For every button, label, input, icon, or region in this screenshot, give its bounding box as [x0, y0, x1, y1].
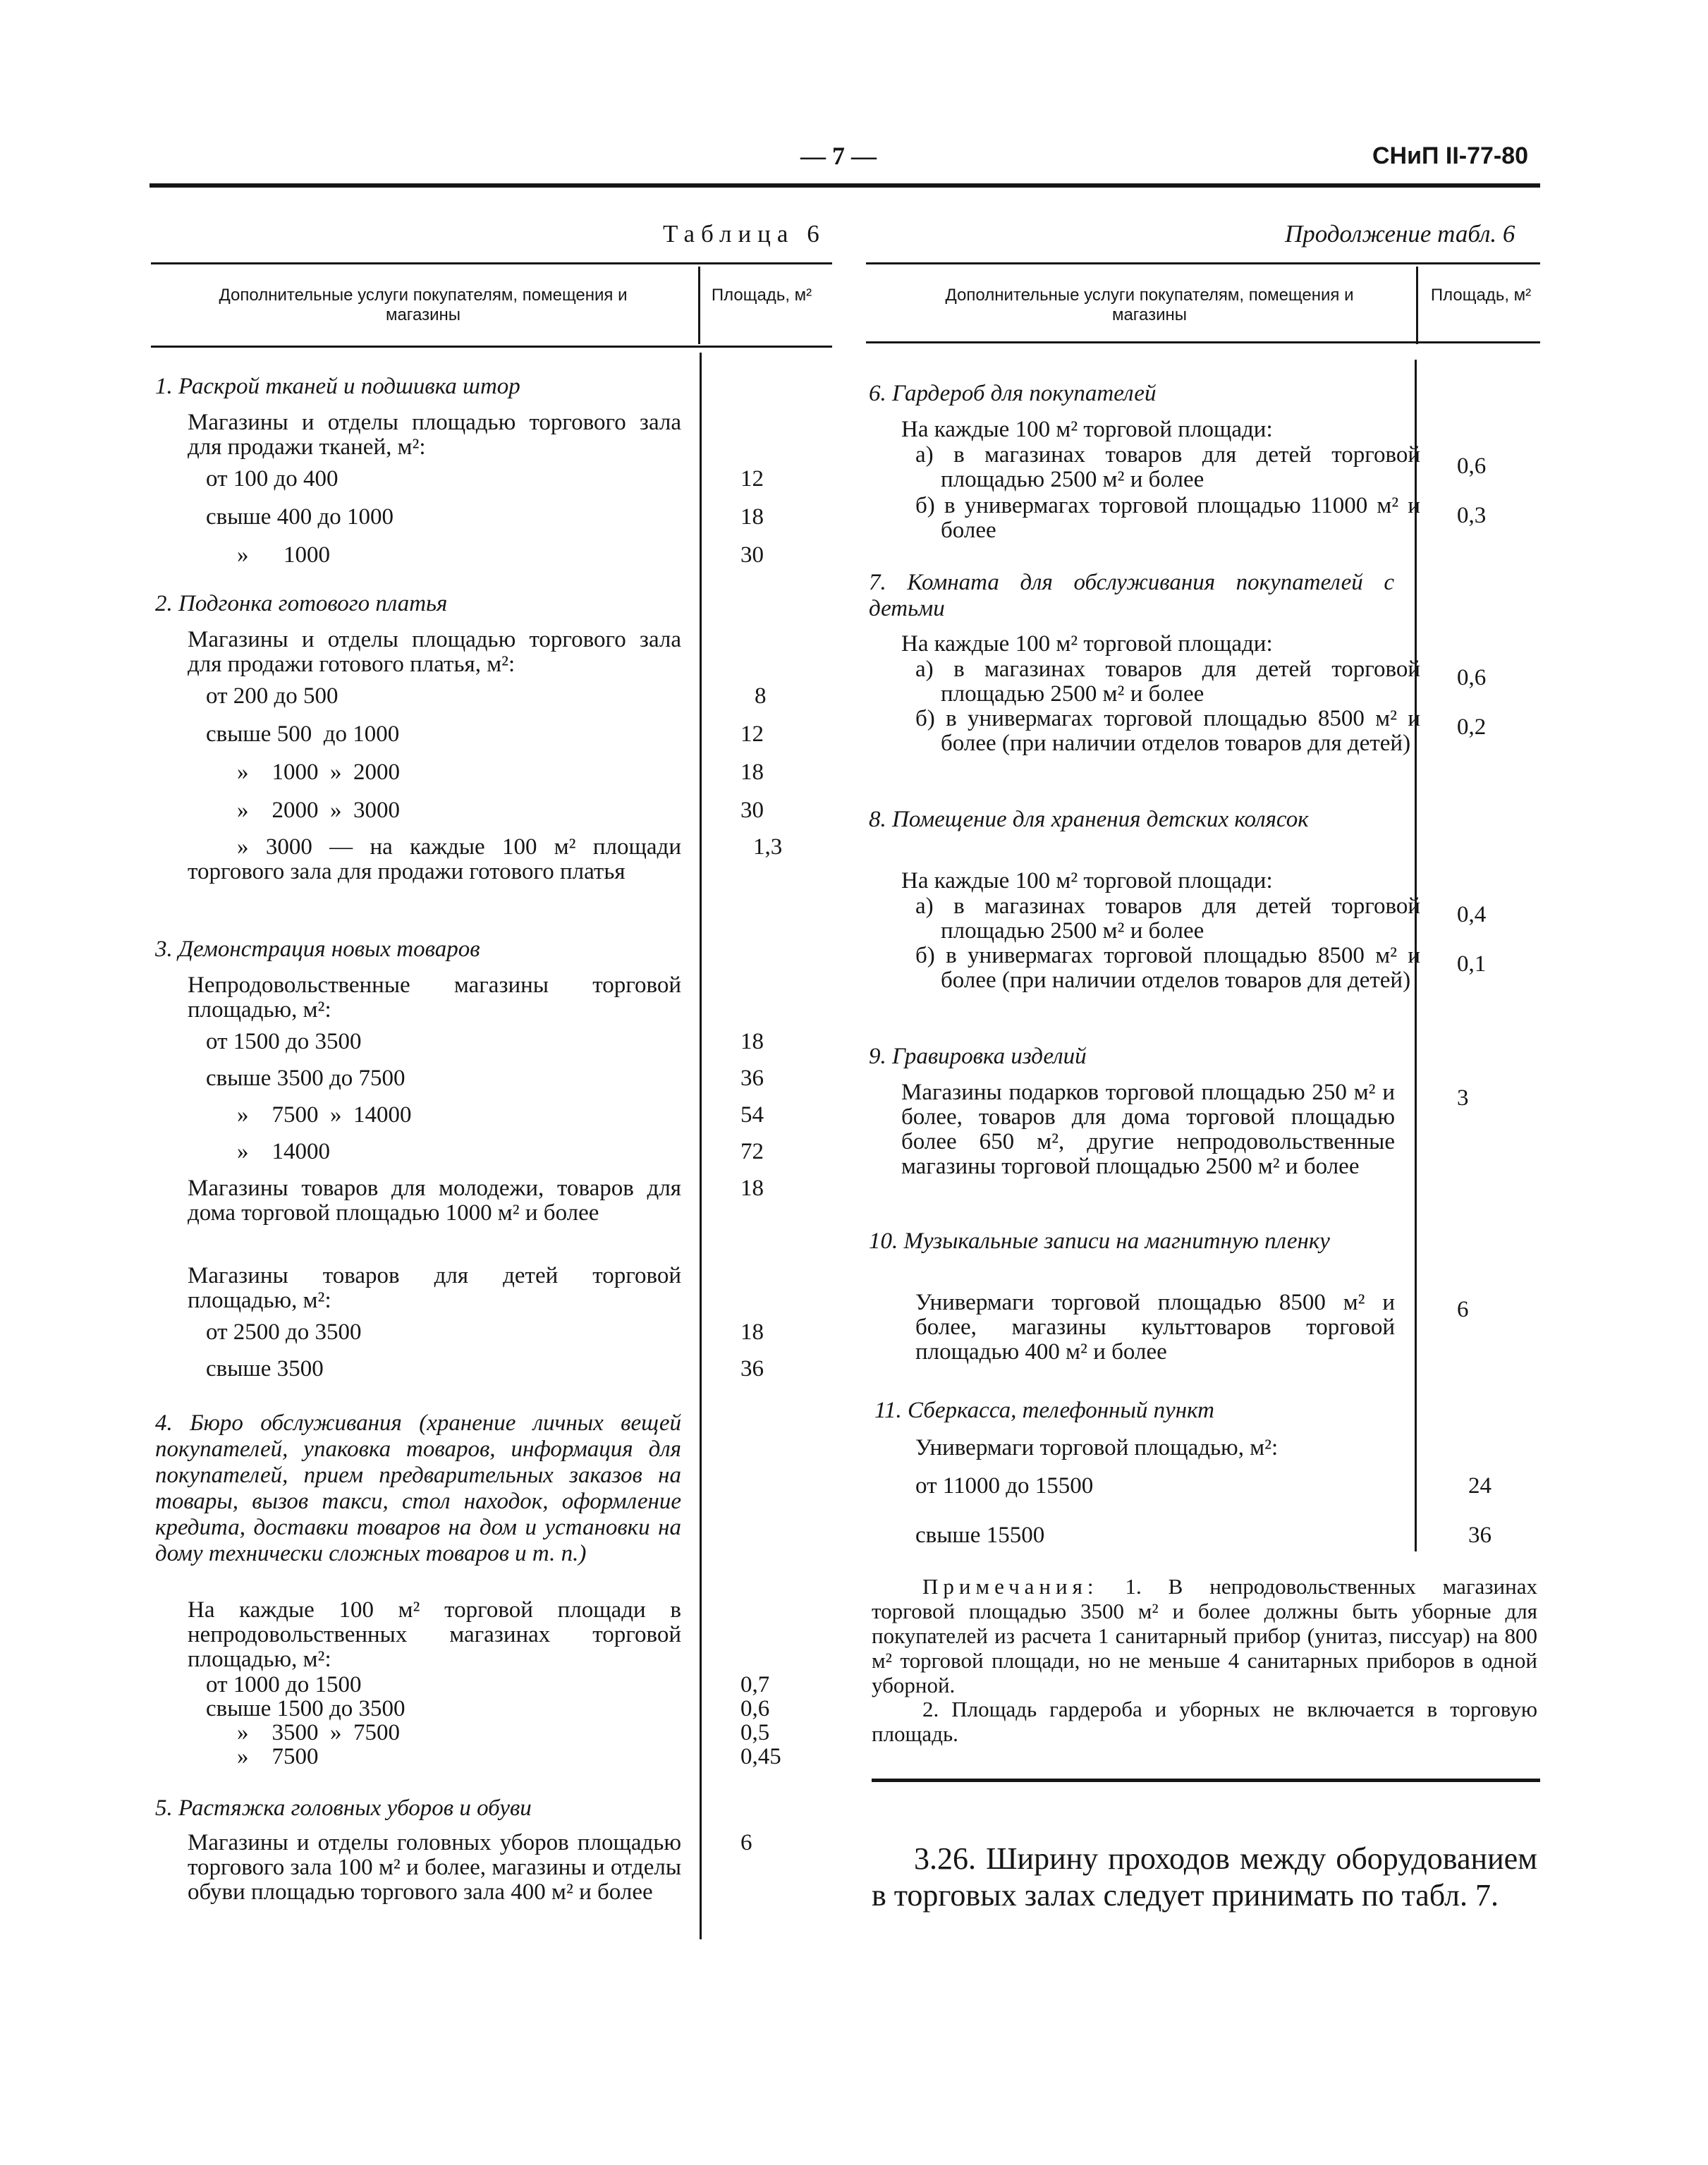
section-title: 6. Гардероб для покупателей [869, 381, 1157, 406]
section-title: 5. Растяжка головных уборов и обуви [155, 1795, 532, 1821]
row-value: 36 [740, 1066, 764, 1091]
section-intro: Магазины товаров для детей торговой площадью, м²: [188, 1263, 681, 1313]
row-label: » 3500 » 7500 [237, 1720, 400, 1745]
section-text: Магазины и отделы головных уборов площадью торгового зала 100 м² и более, магазины и отделы обуви площадью торгового зала 400 м² и более [188, 1830, 681, 1905]
row-label: Магазины товаров для молодежи, товаров для дома торговой площадью 1000 м² и более [188, 1176, 681, 1226]
section-title: 9. Гравировка изделий [869, 1044, 1087, 1069]
section-title: 3. Демонстрация новых товаров [155, 937, 480, 962]
header-column-divider [1416, 267, 1418, 344]
row-value: 0,6 [1457, 453, 1487, 479]
row-label: » 7500 [237, 1744, 319, 1769]
row-value: 12 [740, 466, 764, 492]
column-header-services: Дополнительные услуги покупателям, помещения и магазины [945, 286, 1354, 324]
header-rule [150, 183, 1540, 188]
row-value: 12 [740, 721, 764, 747]
row-label: » 14000 [237, 1139, 330, 1164]
section-intro: Магазины и отделы площадью торгового зала для продажи готового платья, м²: [188, 627, 681, 677]
section-text: Магазины подарков торговой площадью 250 м² и более, товаров для дома торговой площадью более 650 м², другие непродовольственные магазины торговой площадью 2500 м² и более [901, 1080, 1395, 1179]
section-title: 11. Сберкасса, телефонный пункт [874, 1398, 1214, 1423]
table-caption: Продолжение табл. 6 [1285, 220, 1515, 248]
row-value: 0,3 [1457, 503, 1487, 528]
section-text: Универмаги торговой площадью 8500 м² и более, магазины культтоваров торговой площадью 400 м² и более [915, 1290, 1395, 1365]
row-value: 18 [740, 1319, 764, 1345]
column-header-area: Площадь, м² [1430, 286, 1532, 305]
row-label: от 100 до 400 [206, 466, 338, 492]
document-code: СНиП II-77-80 [1372, 142, 1529, 169]
note-2: 2. Площадь гардероба и уборных не включается в торговую площадь. [872, 1697, 1537, 1746]
row-value: 6 [1457, 1297, 1469, 1322]
row-label: » 2000 » 3000 [237, 798, 400, 823]
row-value: 0,6 [740, 1696, 770, 1721]
row-label: » 1000 » 2000 [237, 760, 400, 785]
section-intro: Магазины и отделы площадью торгового зала для продажи тканей, м²: [188, 410, 681, 460]
section-intro: На каждые 100 м² торговой площади в непродовольственных магазинах торговой площадью, м²: [188, 1597, 681, 1672]
section-title: 1. Раскрой тканей и подшивка штор [155, 374, 520, 399]
row-value: 18 [740, 1029, 764, 1054]
row-value: 0,2 [1457, 714, 1487, 740]
item-a: а) в магазинах товаров для детей торговой площадью 2500 м² и более [915, 894, 1420, 944]
row-value: 0,5 [740, 1720, 770, 1745]
note-1: 1. В непродовольственных магазинах торговой площадью 3500 м² и более должны быть уборные для покупателей из расчета 1 санитарный прибор (унитаз, писсуар) на 800 м² торговой площади, но не меньше 4 санитарных приборов в одной уборной. [872, 1574, 1537, 1697]
row-value: 54 [740, 1102, 764, 1128]
item-b: б) в универмагах торговой площадью 8500 м² и более (при наличии отделов товаров для детей) [915, 706, 1420, 756]
row-label: от 11000 до 15500 [915, 1473, 1094, 1499]
section-intro: Непродовольственные магазины торговой площадью, м²: [188, 972, 681, 1023]
row-value: 3 [1457, 1085, 1469, 1111]
header-column-divider [698, 267, 700, 344]
row-value: 0,45 [740, 1744, 781, 1769]
notes-paragraph-1 [872, 1574, 1537, 1697]
table-top-rule [866, 262, 1540, 264]
row-label: свыше 400 до 1000 [206, 504, 394, 530]
row-value: 0,4 [1457, 902, 1487, 927]
item-a: а) в магазинах товаров для детей торговой площадью 2500 м² и более [915, 657, 1420, 707]
section-title: 10. Музыкальные записи на магнитную пленку [869, 1228, 1330, 1254]
row-value: 30 [740, 542, 764, 568]
row-label: свыше 500 до 1000 [206, 721, 400, 747]
row-label: от 200 до 500 [206, 683, 338, 709]
item-b: б) в универмагах торговой площадью 11000 м² и более [915, 493, 1420, 543]
row-label: свыше 1500 до 3500 [206, 1696, 405, 1721]
row-value: 0,1 [1457, 951, 1487, 977]
row-value: 18 [740, 1176, 764, 1201]
notes-bottom-rule [872, 1779, 1540, 1782]
row-value: 30 [740, 798, 764, 823]
header-bottom-rule [866, 341, 1540, 343]
row-value: 72 [740, 1139, 764, 1164]
row-label: » 7500 » 14000 [237, 1102, 412, 1128]
row-value: 1,3 [753, 834, 783, 860]
row-label: свыше 15500 [915, 1523, 1045, 1548]
row-value: 0,7 [740, 1672, 770, 1697]
row-value: 8 [755, 683, 767, 709]
notes-label: Примечания: [922, 1574, 1099, 1599]
column-header-area: Площадь, м² [711, 286, 812, 305]
section-title: 8. Помещение для хранения детских колясок [869, 807, 1309, 832]
row-value: 36 [1468, 1523, 1492, 1548]
column-divider [700, 353, 702, 1939]
table-caption: Таблица 6 [663, 220, 826, 248]
row-label: » 3000 — на каждые 100 м² площади торгового зала для продажи готового платья [188, 834, 681, 884]
row-label: от 1000 до 1500 [206, 1672, 362, 1697]
row-label: » 1000 [237, 542, 330, 568]
row-label: свыше 3500 до 7500 [206, 1066, 405, 1091]
section-title: 7. Комната для обслуживания покупателей с детьми [869, 570, 1394, 621]
row-value: 0,6 [1457, 665, 1487, 690]
row-value: 6 [740, 1830, 752, 1855]
table-top-rule [151, 262, 832, 264]
section-title: 2. Подгонка готового платья [155, 591, 448, 616]
clause-3-26: 3.26. Ширину проходов между оборудованием в торговых залах следует принимать по табл. 7. [872, 1841, 1537, 1913]
page-number: — 7 — [800, 142, 877, 170]
section-intro: Универмаги торговой площадью, м²: [915, 1435, 1279, 1460]
row-value: 36 [740, 1356, 764, 1382]
row-value: 18 [740, 760, 764, 785]
item-a: а) в магазинах товаров для детей торговой площадью 2500 м² и более [915, 442, 1420, 492]
section-intro: На каждые 100 м² торговой площади: [901, 868, 1273, 894]
section-intro: На каждые 100 м² торговой площади: [901, 417, 1273, 442]
section-title: 4. Бюро обслуживания (хранение личных вещей покупателей, упаковка товаров, информация для покупателей, прием предварительных заказов на товары, вызов такси, стол находок, оформление кредита, доставки товаров на дом и установки на дому технически сложных товаров и т. п.) [155, 1410, 681, 1566]
row-value: 24 [1468, 1473, 1492, 1499]
row-label: от 1500 до 3500 [206, 1029, 362, 1054]
header-bottom-rule [151, 346, 832, 348]
row-label: свыше 3500 [206, 1356, 324, 1382]
section-intro: На каждые 100 м² торговой площади: [901, 631, 1273, 657]
column-header-services: Дополнительные услуги покупателям, помещения и магазины [219, 286, 628, 324]
row-value: 18 [740, 504, 764, 530]
row-label: от 2500 до 3500 [206, 1319, 362, 1345]
item-b: б) в универмагах торговой площадью 8500 м² и более (при наличии отделов товаров для детей) [915, 943, 1420, 993]
